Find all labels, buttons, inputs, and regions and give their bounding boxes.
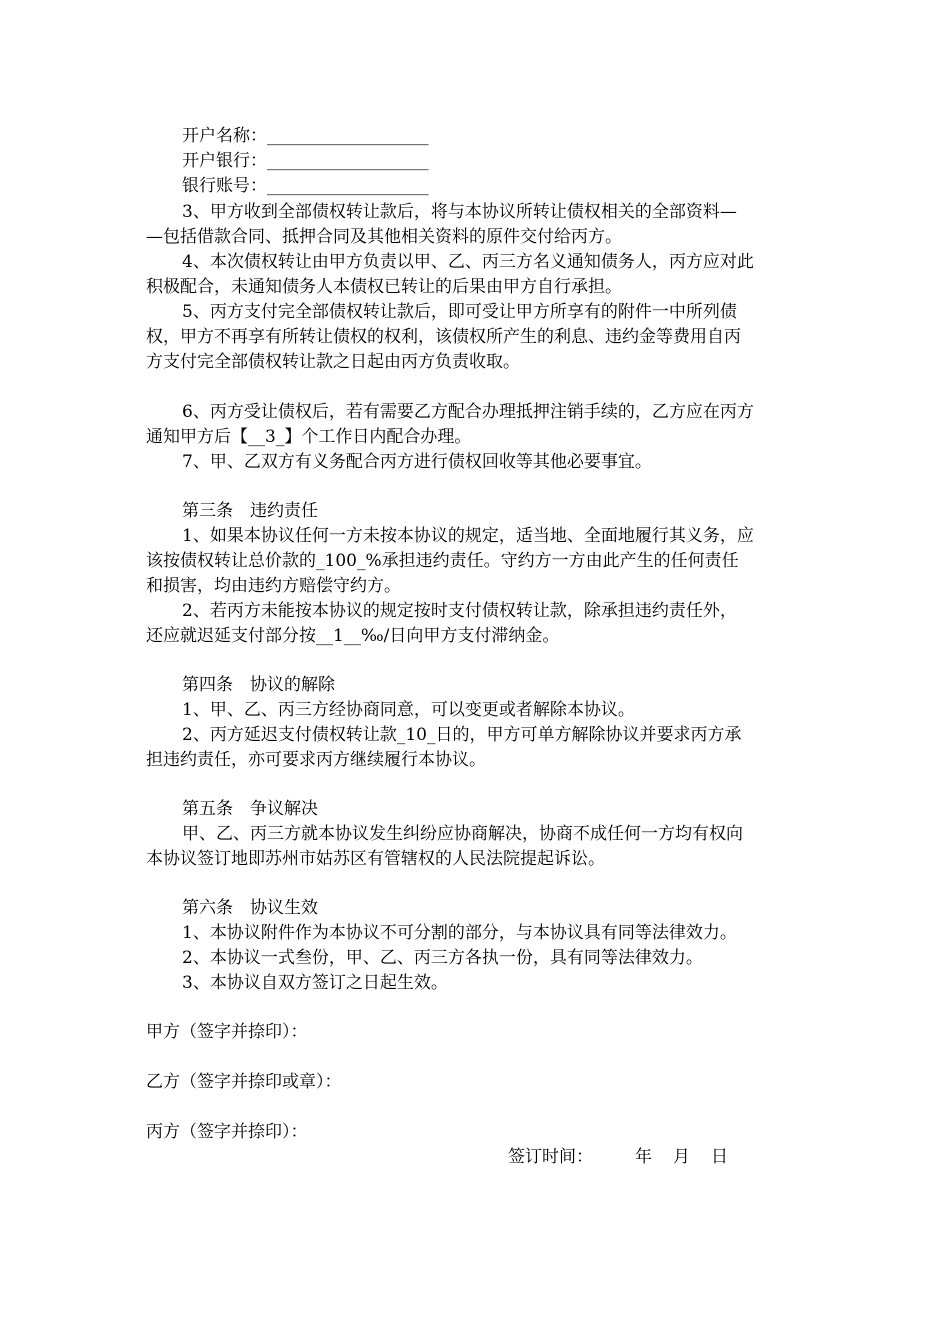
workday-count-value: __3_ [248, 427, 285, 447]
account-bank-blank: ___________________ [267, 151, 429, 171]
date-year: 年 [635, 1147, 652, 1167]
clause3-item1-line3: 和损害，均由违约方赔偿守约方。 [146, 576, 401, 596]
clause2-item5-line1: 5、丙方支付完全部债权转让款后，即可受让甲方所享有的附件一中所列债 [182, 302, 737, 322]
penalty-percent-value: _100_ [316, 551, 366, 571]
late-fee-rate-value: __1__ [316, 626, 361, 646]
account-name-blank: ___________________ [267, 126, 429, 146]
clause6-item2: 2、本协议一式叁份，甲、乙、丙三方各执一份，具有同等法律效力。 [182, 948, 703, 968]
account-name-line [182, 124, 429, 148]
clause3-item2-line2 [146, 624, 559, 648]
clause3-item1-line2 [146, 549, 739, 573]
party-c-signature: 丙方（签字并捺印）： [146, 1122, 308, 1142]
clause4-item2-post: 日的，甲方可单方解除协议并要求丙方承 [435, 725, 742, 745]
clause2-item7: 7、甲、乙双方有义务配合丙方进行债权回收等其他必要事宜。 [182, 452, 652, 472]
clause2-item3-line1: 3、甲方收到全部债权转让款后，将与本协议所转让债权相关的全部资料— [182, 202, 737, 222]
clause5-line1: 甲、乙、丙三方就本协议发生纠纷应协商解决，协商不成任何一方均有权向 [182, 824, 743, 844]
delay-days-value: _10_ [396, 725, 436, 745]
clause2-item4-line1: 4、本次债权转让由甲方负责以甲、乙、丙三方名义通知债务人，丙方应对此 [182, 252, 754, 272]
account-bank-line [182, 149, 429, 173]
clause3-item1-line1: 1、如果本协议任何一方未按本协议的规定，适当地、全面地履行其义务，应 [182, 526, 754, 546]
account-number-line [182, 174, 429, 198]
clause2-item6-line2 [146, 425, 471, 449]
clause4-item2-pre: 2、丙方延迟支付债权转让款 [182, 725, 397, 745]
date-day: 日 [711, 1147, 728, 1167]
clause3-item2-pre: 还应就迟延支付部分按 [146, 626, 316, 646]
clause3-heading [182, 499, 318, 523]
clause5-line2: 本协议签订地即苏州市姑苏区有管辖权的人民法院提起诉讼。 [146, 849, 605, 869]
clause6-number: 第六条 [182, 898, 233, 918]
signing-date-label: 签订时间： [508, 1147, 593, 1167]
clause3-number: 第三条 [182, 501, 233, 521]
clause4-heading [182, 673, 335, 697]
clause3-item2-line1: 2、若丙方未能按本协议的规定按时支付债权转让款，除承担违约责任外， [182, 601, 737, 621]
clause3-item2-post: ‰/日向甲方支付滞纳金。 [360, 626, 560, 646]
party-b-signature: 乙方（签字并捺印或章）： [146, 1072, 342, 1092]
account-number-label: 银行账号： [182, 176, 267, 196]
clause5-title: 争议解决 [250, 799, 318, 819]
clause4-number: 第四条 [182, 675, 233, 695]
clause6-title: 协议生效 [250, 898, 318, 918]
clause4-item2-line1 [182, 723, 741, 747]
clause2-item5-line3: 方支付完全部债权转让款之日起由丙方负责收取。 [146, 352, 520, 372]
clause5-heading [182, 797, 318, 821]
clause6-item3: 3、本协议自双方签订之日起生效。 [182, 973, 448, 993]
clause2-item4-line2: 积极配合，未通知债务人本债权已转让的后果由甲方自行承担。 [146, 277, 622, 297]
account-bank-label: 开户银行： [182, 151, 267, 171]
clause2-item5-line2: 权，甲方不再享有所转让债权的权利，该债权所产生的利息、违约金等费用自丙 [146, 327, 741, 347]
party-a-signature: 甲方（签字并捺印）： [146, 1022, 308, 1042]
signing-date-line [508, 1145, 728, 1169]
clause3-item1-post: %承担违约责任。守约方一方由此产生的任何责任 [365, 551, 739, 571]
clause6-heading [182, 896, 318, 920]
clause6-item1: 1、本协议附件作为本协议不可分割的部分，与本协议具有同等法律效力。 [182, 923, 737, 943]
clause2-item3-line2: —包括借款合同、抵押合同及其他相关资料的原件交付给丙方。 [146, 227, 622, 247]
clause2-item6-post: 】个工作日内配合办理。 [284, 427, 472, 447]
clause3-item1-pre: 该按债权转让总价款的 [146, 551, 316, 571]
clause3-title: 违约责任 [250, 501, 318, 521]
clause4-title: 协议的解除 [250, 675, 335, 695]
clause2-item6-pre: 通知甲方后【 [146, 427, 248, 447]
account-name-label: 开户名称： [182, 126, 267, 146]
clause4-item2-line2: 担违约责任，亦可要求丙方继续履行本协议。 [146, 750, 486, 770]
clause5-number: 第五条 [182, 799, 233, 819]
date-month: 月 [673, 1147, 690, 1167]
account-number-blank: ___________________ [267, 176, 429, 196]
clause2-item6-line1: 6、丙方受让债权后，若有需要乙方配合办理抵押注销手续的，乙方应在丙方 [182, 402, 754, 422]
clause4-item1: 1、甲、乙、丙三方经协商同意，可以变更或者解除本协议。 [182, 700, 635, 720]
